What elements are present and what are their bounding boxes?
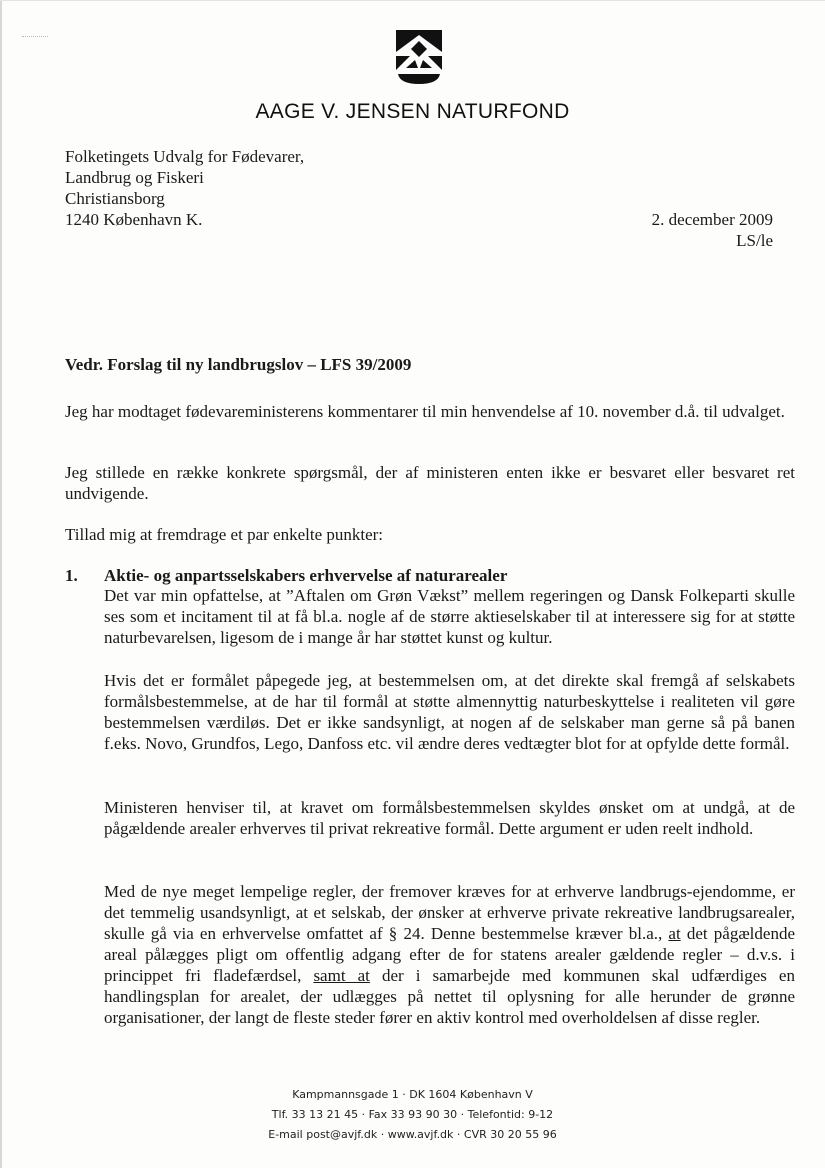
foundation-logo bbox=[394, 28, 444, 86]
footer-phone: Tlf. 33 13 21 45 · Fax 33 93 90 30 · Telefontid: 9-12 bbox=[271, 1108, 554, 1121]
footer-address: Kampmannsgade 1 · DK 1604 København V bbox=[292, 1088, 533, 1101]
point-number: 1. bbox=[65, 566, 78, 585]
recipient-line: Landbrug og Fiskeri bbox=[65, 168, 204, 187]
recipient-line: 1240 København K. bbox=[65, 210, 203, 229]
recipient-line: Christiansborg bbox=[65, 189, 165, 208]
body-paragraph: Tillad mig at fremdrage et par enkelte punkter: bbox=[65, 525, 384, 544]
text-run: det pågældende areal pålægges pligt om offentlig adgang efter de for statens arealer gældende regler – d.v.s. i princippet fri fladefærdsel, bbox=[104, 924, 795, 985]
text-run: der i samarbejde med kommunen skal udfærdiges en handlingsplan for arealet, der udlægges på nettet til oplysning for alle herunder de grønne organisationer, der langt de fleste steder fører en aktiv kontrol med overholdelsen af disse regler. bbox=[104, 966, 795, 1027]
underlined-text: samt at bbox=[313, 966, 370, 985]
letter-footer bbox=[0, 1085, 825, 1145]
point-paragraph: Ministeren henviser til, at kravet om formålsbestemmelsen skyldes ønsket om at undgå, at de pågældende arealer erhverves til privat rekreative formål. Dette argument er uden reelt indhold. bbox=[104, 798, 795, 838]
underlined-text: at bbox=[668, 924, 681, 943]
scan-speck bbox=[22, 36, 48, 43]
footer-email: E-mail post@avjf.dk · www.avjf.dk · CVR 30 20 55 96 bbox=[268, 1128, 557, 1141]
scan-edge-top bbox=[0, 0, 825, 1]
recipient-address bbox=[65, 146, 304, 230]
point-title: Aktie- og anpartsselskabers erhvervelse af naturarealer bbox=[104, 566, 508, 585]
point-paragraph: Hvis det er formålet påpegede jeg, at bestemmelsen om, at det direkte skal fremgå af selskabets formålsbestemmelse, at de har til formål at støtte almennyttig naturbeskyttelse i realiteten vil gøre bestemmelsen værdiløs. Det er ikke sandsynligt, at nogen af de selskaber man gerne så på banen f.eks. Novo, Grundfos, Lego, Danfoss etc. vil ændre deres vedtægter blot for at opfylde dette formål. bbox=[104, 671, 795, 753]
body-paragraph: Jeg stillede en række konkrete spørgsmål, der af ministeren enten ikke er besvaret eller besvaret ret undvigende. bbox=[65, 463, 795, 503]
scan-edge bbox=[0, 0, 2, 1168]
org-name: AAGE V. JENSEN NATURFOND bbox=[255, 100, 570, 123]
recipient-line: Folketingets Udvalg for Fødevarer, bbox=[65, 147, 305, 166]
letter-date: 2. december 2009 bbox=[651, 210, 773, 229]
point-paragraph bbox=[104, 881, 795, 1028]
letter-subject: Vedr. Forslag til ny landbrugslov – LFS 39/2009 bbox=[65, 355, 412, 374]
text-run: Med de nye meget lempelige regler, der fremover kræves for at erhverve landbrugs-ejendomme, er det temmelig usandsynligt, at et selskab, der ønsker at erhverve private rekreative landbrugsarealer, skulle gå via en erhvervelse omfattet af § 24. Denne bestemmelse kræver bl.a., bbox=[104, 882, 795, 943]
body-paragraph: Jeg har modtaget fødevareministerens kommentarer til min henvendelse af 10. november d.å. til udvalget. bbox=[65, 402, 785, 421]
letter-reference: LS/le bbox=[736, 231, 773, 250]
date-block bbox=[652, 209, 773, 251]
point-paragraph: Det var min opfattelse, at ”Aftalen om Grøn Vækst” mellem regeringen og Dansk Folkeparti skulle ses som et incitament til at få bl.a. nogle af de større aktieselskaber til at interessere sig for at støtte naturbevarelsen, ligesom de i mange år har støttet kunst og kultur. bbox=[104, 586, 795, 647]
